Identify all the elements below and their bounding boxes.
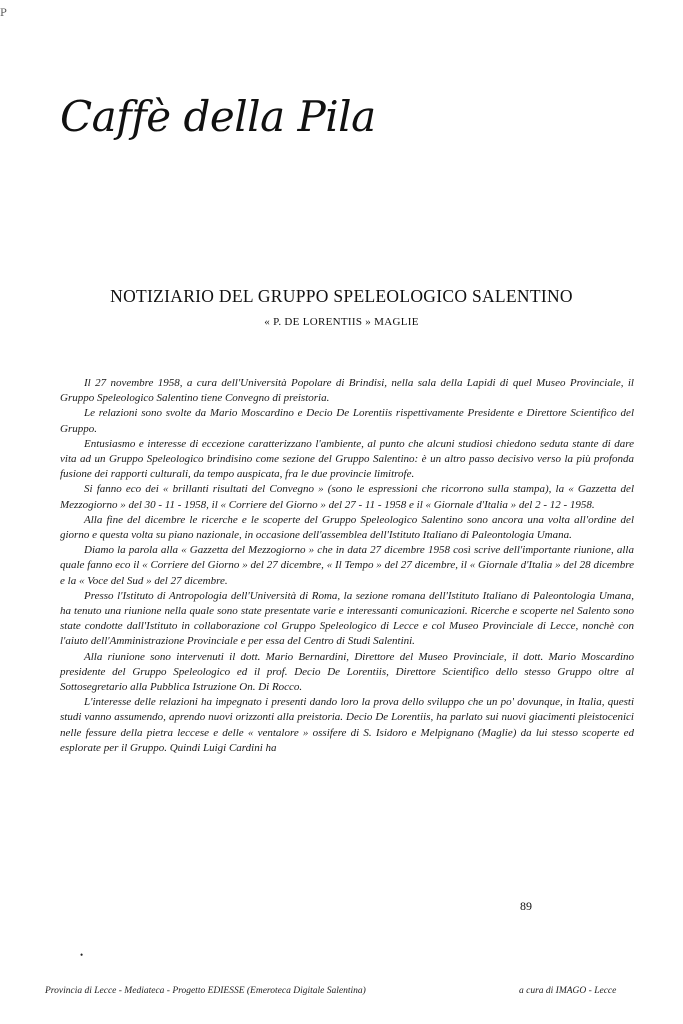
section-heading: NOTIZIARIO DEL GRUPPO SPELEOLOGICO SALENTINO xyxy=(110,286,573,306)
footer-credit-right: a cura di IMAGO - Lecce xyxy=(519,986,617,996)
corner-mark: P xyxy=(0,8,7,19)
paragraph: Diamo la parola alla « Gazzetta del Mezzogiorno » che in data 27 dicembre 1958 così scrive dell'importante riunione, alla quale fanno eco il « Corriere del Giorno » del 27 dicembre, « Il Tempo » del 27 dicembre, il « Giornale d'Italia » del 28 dicembre e la « Voce del Sud » del 27 dicembre. xyxy=(60,544,634,587)
paragraph: Il 27 novembre 1958, a cura dell'Università Popolare di Brindisi, nella sala della Lapidi di quel Museo Provinciale, il Gruppo Speleologico Salentino tiene Convegno di preistoria. xyxy=(60,377,634,405)
page-number: 89 xyxy=(520,899,532,913)
paragraph: Presso l'Istituto di Antropologia dell'Università di Roma, la sezione romana dell'Istituto Italiano di Paleontologia Umana, ha tenuto una riunione nella quale sono state presentate varie e interessanti comunicazioni. Ricerche e scoperte nel Salento sono state condotte dall'Istituto in collaborazione col Gruppo Speleologico di Lecce e col Museo Provinciale di Lecce, nonchè con l'aiuto dell'Amministrazione Provinciale e per essa del Centro di Studi Salentini. xyxy=(60,589,634,648)
paragraph: Le relazioni sono svolte da Mario Moscardino e Decio De Lorentiis rispettivamente Presidente e Direttore Scientifico del Gruppo. xyxy=(60,407,634,435)
article-body xyxy=(60,376,634,756)
paragraph: Alla riunione sono intervenuti il dott. Mario Bernardini, Direttore del Museo Provinciale, il dott. Mario Moscardino presidente del Gruppo Speleologico ed il prof. Decio De Lorentiis, Direttore Scientifico dello stesso Gruppo oltre al Sottosegretario alla Pubblica Istruzione On. Di Rocco. xyxy=(60,650,634,694)
page-title: Caffè della Pila xyxy=(60,92,376,141)
stray-dot: • xyxy=(80,950,84,960)
footer-credit-left: Provincia di Lecce - Mediateca - Progetto EDIESSE (Emeroteca Digitale Salentina) xyxy=(45,986,366,996)
section-subheading: « P. DE LORENTIIS » MAGLIE xyxy=(264,316,419,328)
paragraph: Entusiasmo e interesse di eccezione caratterizzano l'ambiente, al punto che alcuni studiosi chiedono seduta stante di dare vita ad un Gruppo Speleologico brindisino come sezione del Gruppo Salentino: è un altro passo decisivo verso la più profonda fusione dei rapporti culturali, da tempo auspicata, fra le due provincie limitrofe. xyxy=(60,437,634,481)
paragraph: Alla fine del dicembre le ricerche e le scoperte del Gruppo Speleologico Salentino sono ancora una volta all'ordine del giorno e questa volta su piano nazionale, in occasione dell'assemblea dell'Istituto Italiano di Paleontologia Umana. xyxy=(60,513,634,542)
paragraph: Si fanno eco dei « brillanti risultati del Convegno » (sono le espressioni che ricorrono sulla stampa), la « Gazzetta del Mezzogiorno » del 30 - 11 - 1958, il « Corriere del Giorno » del 27 - 11 - 1958 e il « Giornale d'Italia » del 2 - 12 - 1958. xyxy=(60,483,634,511)
paragraph: L'interesse delle relazioni ha impegnato i presenti dando loro la prova dello sviluppo che un po' dovunque, in Italia, questi studi vanno assumendo, aprendo nuovi orizzonti alla preistoria. Decio De Lorentiis, ha parlato sui nuovi giacimenti pleistocenici nelle fessure della pietra leccese e delle « ventalore » ossifere di S. Isidoro e Melpignano (Maglie) da lui stesso scoperte ed esplorate per il Gruppo. Quindi Luigi Cardini ha xyxy=(60,696,634,754)
